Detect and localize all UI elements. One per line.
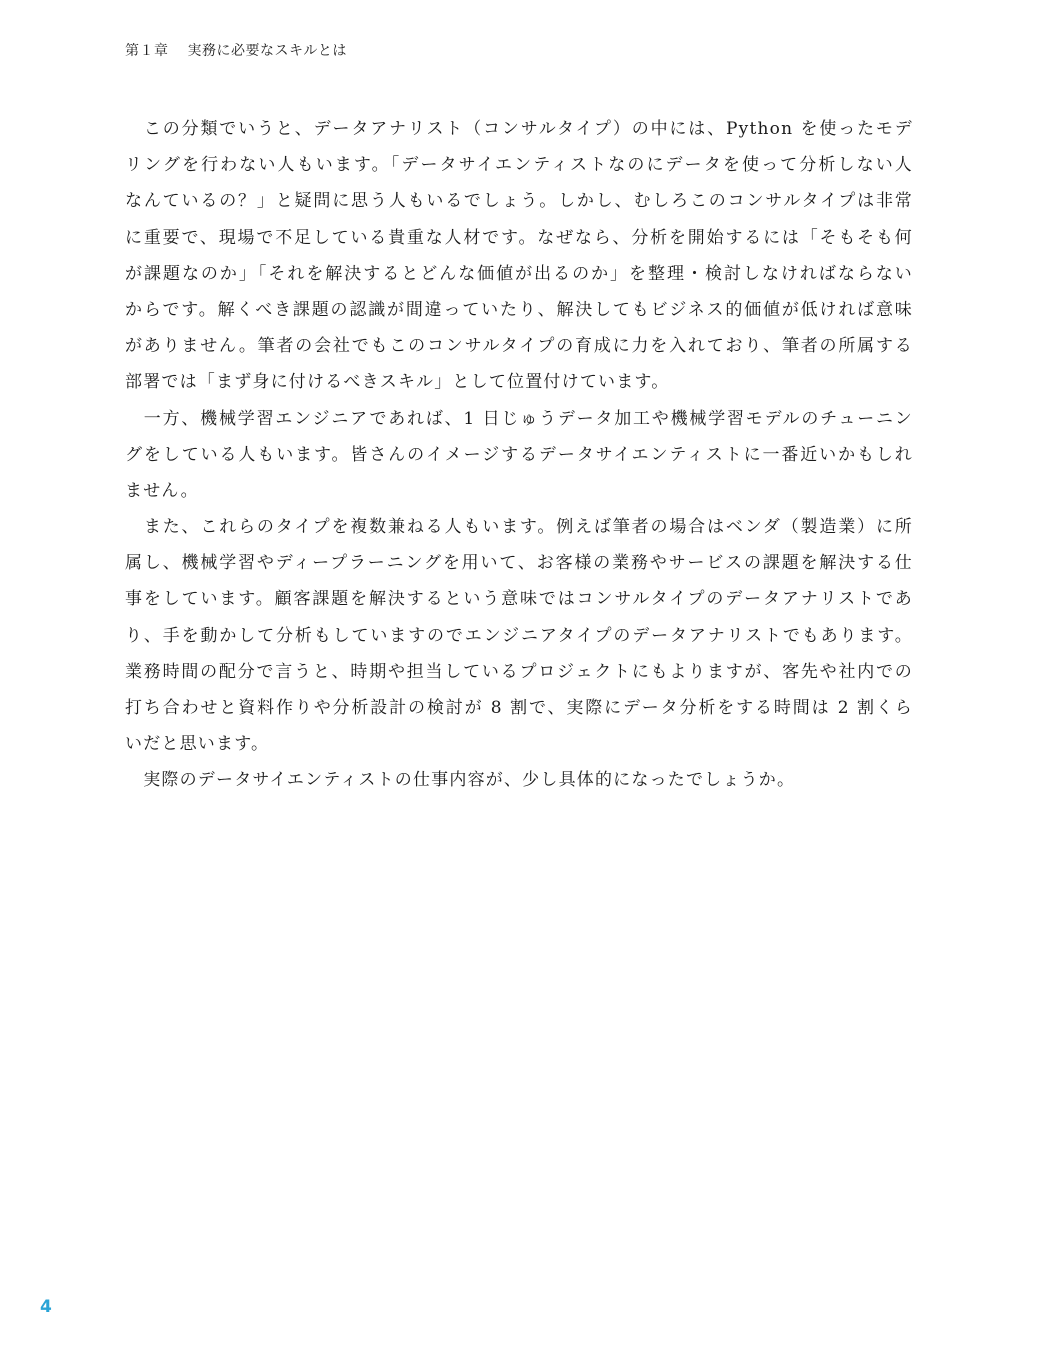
paragraph-1-line-4: に重要で、現場で不足している貴重な人材です。なぜなら、分析を開始するには「そもそも何: [125, 227, 913, 248]
paragraph-1-line-6: からです。解くべき課題の認識が間違っていたり、解決してもビジネス的価値が低ければ意味: [125, 299, 913, 320]
running-header: [125, 40, 347, 60]
paragraph-2-line-2: グをしている人もいます。皆さんのイメージするデータサイエンティストに一番近いかもしれ: [125, 444, 913, 465]
paragraph-2-line-3: ません。: [125, 480, 199, 501]
paragraph-3-line-7: いだと思います。: [125, 734, 270, 755]
paragraph-1-line-1: この分類でいうと、データアナリスト（コンサルタイプ）の中には、Python を使ったモデ: [125, 119, 913, 139]
paragraph-3-line-4: り、手を動かして分析もしていますのでエンジニアタイプのデータアナリストでもあります。: [125, 625, 913, 646]
paragraph-1-line-5: が課題なのか」「それを解決するとどんな価値が出るのか」を整理・検討しなければならない: [125, 263, 913, 284]
paragraph-1-line-7: がありません。筆者の会社でもこのコンサルタイプの育成に力を入れており、筆者の所属する: [125, 336, 913, 357]
paragraph-1-line-8: 部署では「まず身に付けるべきスキル」として位置付けています。: [125, 372, 670, 393]
paragraph-4-line-1: 実際のデータサイエンティストの仕事内容が、少し具体的になったでしょうか。: [125, 770, 796, 791]
paragraph-3-line-2: 属し、機械学習やディープラーニングを用いて、お客様の業務やサービスの課題を解決する仕: [125, 553, 913, 574]
paragraph-3-line-3: 事をしています。顧客課題を解決するという意味ではコンサルタイプのデータアナリストであ: [125, 589, 913, 610]
paragraph-1-line-2: リングを行わない人もいます。「データサイエンティストなのにデータを使って分析しない人: [125, 155, 913, 176]
chapter-number: 第１章: [125, 43, 169, 59]
paragraph-3-line-1: また、これらのタイプを複数兼ねる人もいます。例えば筆者の場合はベンダ（製造業）に所: [125, 517, 913, 538]
paragraph-3-line-6: 打ち合わせと資料作りや分析設計の検討が 8 割で、実際にデータ分析をする時間は 2 割くら: [125, 698, 913, 718]
body-text: [125, 111, 913, 799]
chapter-title: 実務に必要なスキルとは: [187, 43, 347, 59]
paragraph-3-line-5: 業務時間の配分で言うと、時期や担当しているプロジェクトにもよりますが、客先や社内での: [125, 661, 913, 682]
paragraph-1-line-3: なんているの？」と疑問に思う人もいるでしょう。しかし、むしろこのコンサルタイプは非常: [125, 191, 913, 212]
page-number: 4: [40, 1297, 52, 1317]
paragraph-2-line-1: 一方、機械学習エンジニアであれば、1 日じゅうデータ加工や機械学習モデルのチューニン: [125, 408, 913, 429]
